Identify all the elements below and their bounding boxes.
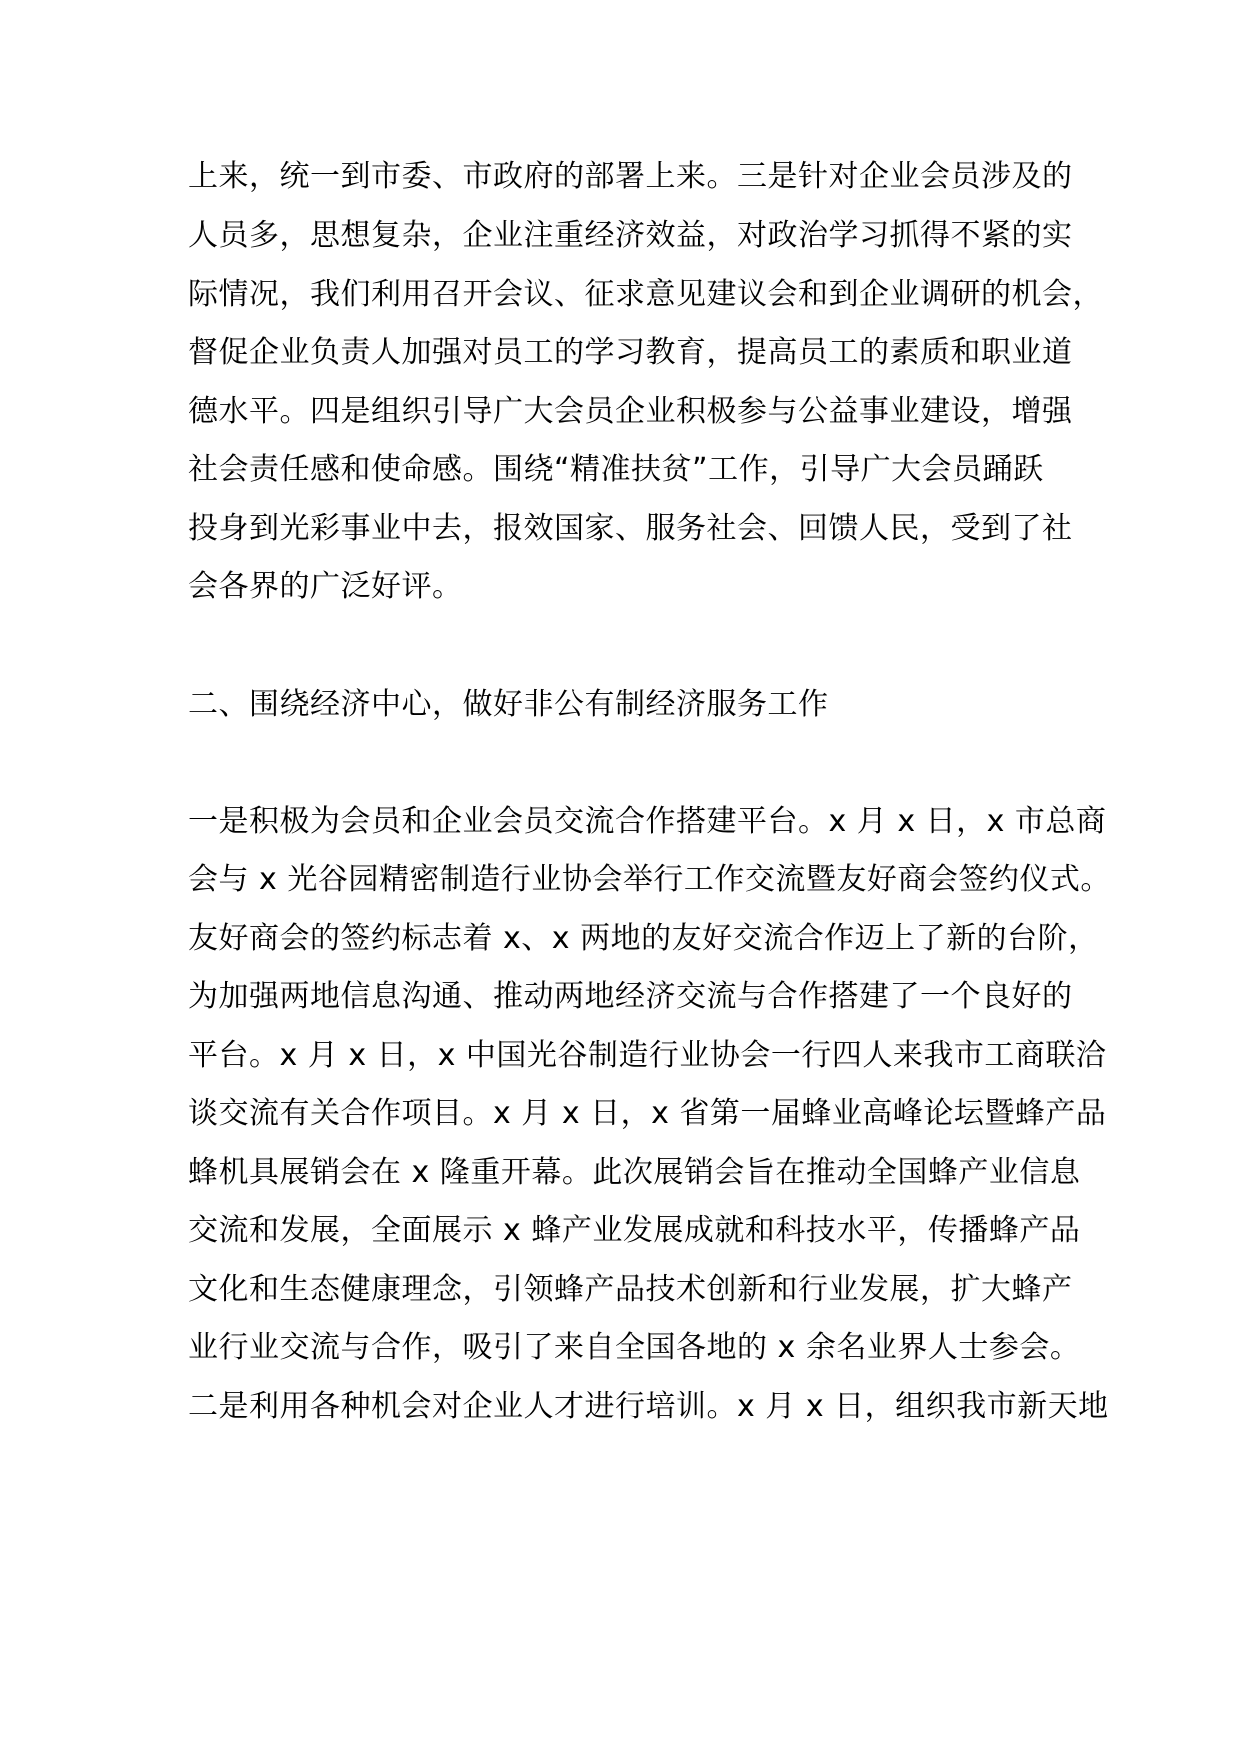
paragraph1-line: 督促企业负责人加强对员工的学习教育，提高员工的素质和职业道 [188,335,1073,370]
paragraph2-line: 平台。x 月 x 日，x 中国光谷制造行业协会一行四人来我市工商联洽 [188,1038,1107,1073]
paragraph2-line: 蜂机具展销会在 x 隆重开幕。此次展销会旨在推动全国蜂产业信息 [188,1155,1081,1190]
paragraph1-line: 人员多，思想复杂，企业注重经济效益，对政治学习抓得不紧的实 [188,218,1073,253]
paragraph2-line: 友好商会的签约标志着 x、x 两地的友好交流合作迈上了新的台阶， [188,921,1099,956]
paragraph1-line: 社会责任感和使命感。围绕“精准扶贫”工作，引导广大会员踊跃 [188,452,1044,487]
paragraph1-line: 际情况，我们利用召开会议、征求意见建议会和到企业调研的机会， [188,277,1103,312]
paragraph2-line: 二是利用各种机会对企业人才进行培训。x 月 x 日，组织我市新天地 [188,1389,1109,1424]
paragraph1-line: 上来，统一到市委、市政府的部署上来。三是针对企业会员涉及的 [188,159,1073,194]
paragraph1-line: 投身到光彩事业中去，报效国家、服务社会、回馈人民，受到了社 [188,511,1073,546]
section-heading: 二、围绕经济中心，做好非公有制经济服务工作 [188,687,829,722]
paragraph2-line: 为加强两地信息沟通、推动两地经济交流与合作搭建了一个良好的 [188,979,1073,1014]
paragraph1-line: 德水平。四是组织引导广大会员企业积极参与公益事业建设，增强 [188,394,1073,429]
paragraph2-line: 会与 x 光谷园精密制造行业协会举行工作交流暨友好商会签约仪式。 [188,862,1111,897]
paragraph2-line: 谈交流有关合作项目。x 月 x 日，x 省第一届蜂业高峰论坛暨蜂产品 [188,1096,1107,1131]
paragraph2-line: 一是积极为会员和企业会员交流合作搭建平台。x 月 x 日，x 市总商 [188,804,1107,839]
paragraph2-line: 交流和发展，全面展示 x 蜂产业发展成就和科技水平，传播蜂产品 [188,1213,1081,1248]
paragraph2-line: 文化和生态健康理念，引领蜂产品技术创新和行业发展，扩大蜂产 [188,1272,1073,1307]
paragraph1-line: 会各界的广泛好评。 [188,569,463,604]
paragraph2-line: 业行业交流与合作，吸引了来自全国各地的 x 余名业界人士参会。 [188,1330,1081,1365]
